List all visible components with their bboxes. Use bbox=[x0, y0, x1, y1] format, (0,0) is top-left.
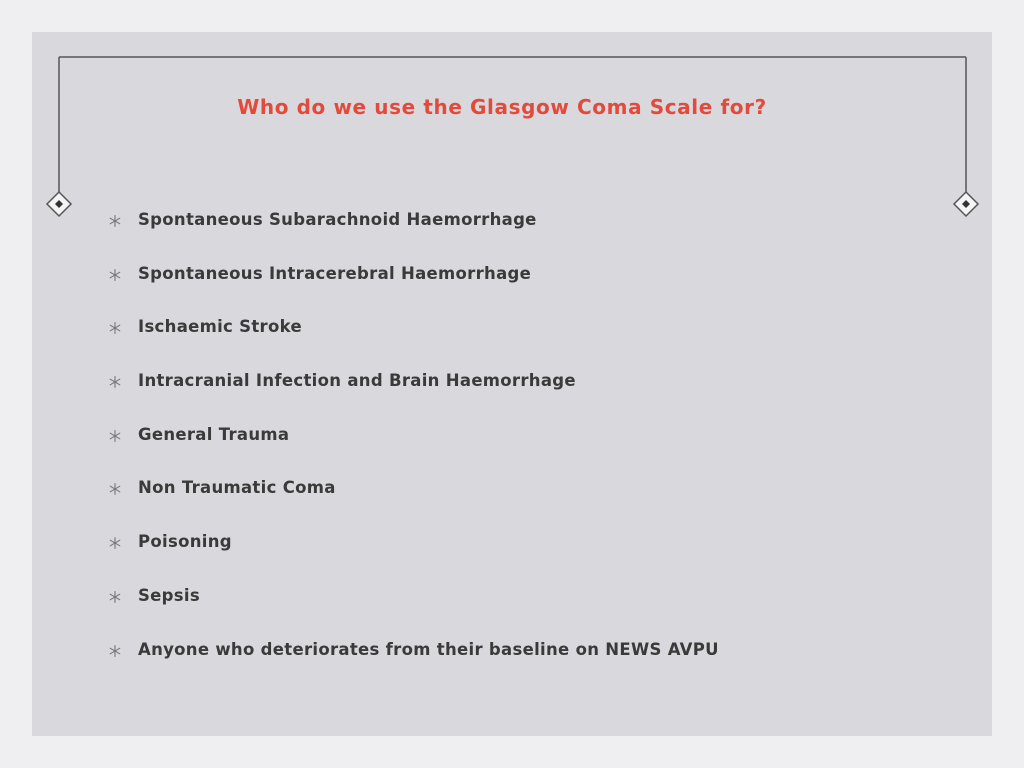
asterisk-icon bbox=[104, 371, 126, 393]
asterisk-icon bbox=[104, 532, 126, 554]
list-item bbox=[104, 206, 719, 260]
asterisk-icon bbox=[104, 586, 126, 608]
slide-title: Who do we use the Glasgow Coma Scale for? bbox=[237, 95, 767, 119]
bullet-text: Sepsis bbox=[138, 585, 200, 605]
list-item bbox=[104, 474, 719, 528]
list-item bbox=[104, 636, 719, 690]
asterisk-icon bbox=[104, 264, 126, 286]
asterisk-icon bbox=[104, 425, 126, 447]
asterisk-icon bbox=[104, 210, 126, 232]
list-item bbox=[104, 528, 719, 582]
bullet-text: Intracranial Infection and Brain Haemorrhage bbox=[138, 371, 576, 391]
diamond-icon bbox=[954, 192, 978, 216]
list-item bbox=[104, 582, 719, 636]
bullet-text: Spontaneous Subarachnoid Haemorrhage bbox=[138, 210, 537, 229]
asterisk-icon bbox=[104, 317, 126, 339]
bullet-text: General Trauma bbox=[138, 424, 290, 444]
list-item bbox=[104, 260, 719, 314]
bullet-text: Non Traumatic Coma bbox=[138, 478, 336, 498]
bullet-text: Spontaneous Intracerebral Haemorrhage bbox=[138, 263, 532, 283]
bullet-text: Ischaemic Stroke bbox=[138, 317, 302, 337]
list-item bbox=[104, 367, 719, 421]
bullet-text: Poisoning bbox=[138, 532, 232, 552]
asterisk-icon bbox=[104, 640, 126, 662]
list-item bbox=[104, 313, 719, 367]
bullet-list bbox=[104, 206, 719, 689]
bullet-text: Anyone who deteriorates from their baseline on NEWS AVPU bbox=[138, 639, 719, 659]
list-item bbox=[104, 421, 719, 475]
diamond-icon bbox=[47, 192, 71, 216]
asterisk-icon bbox=[104, 478, 126, 500]
